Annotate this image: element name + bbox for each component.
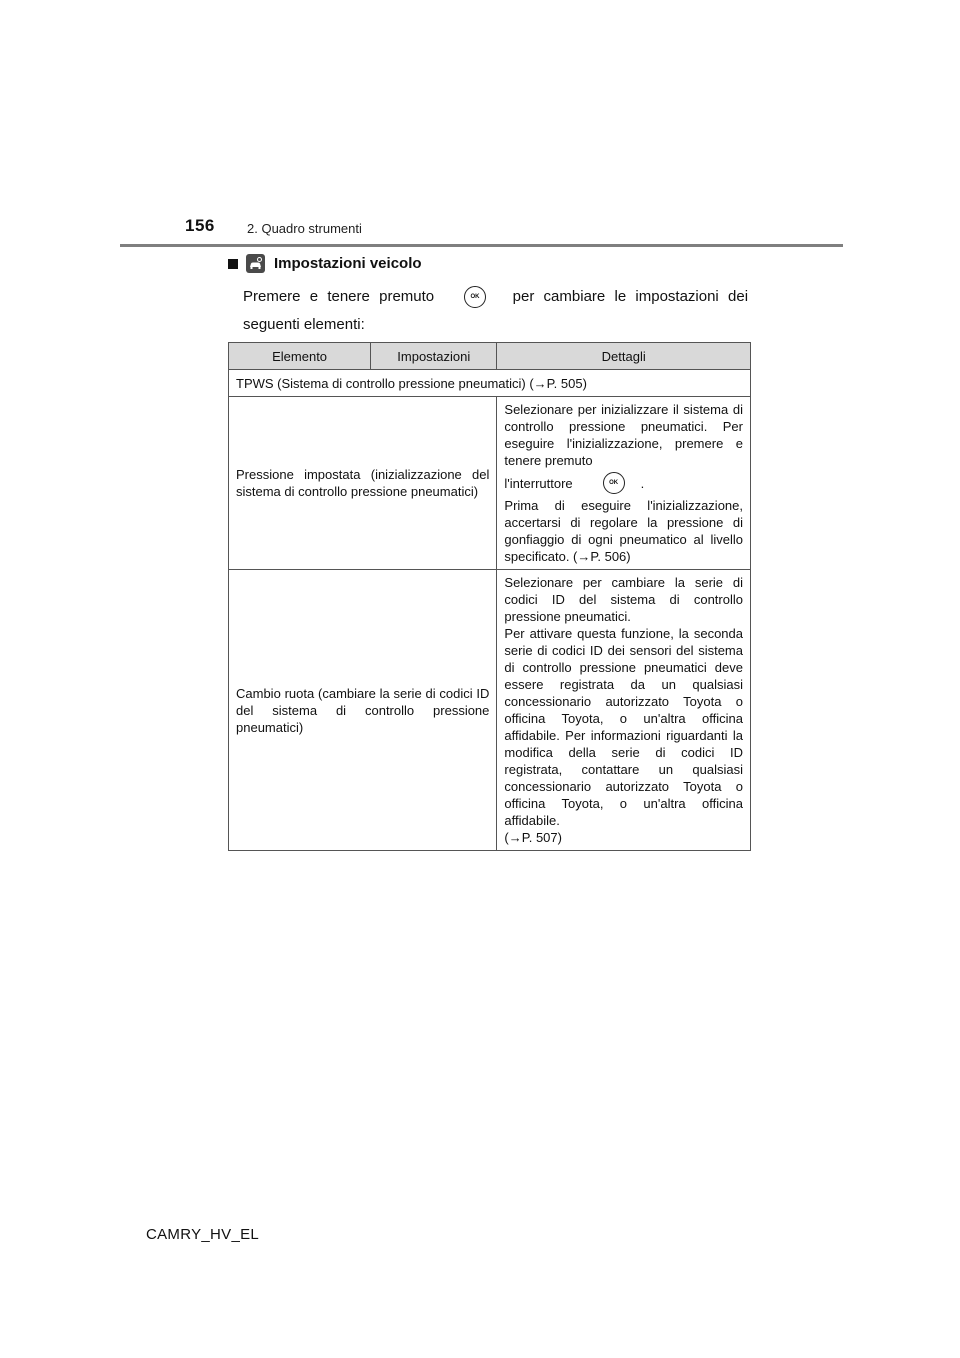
intro-before: Premere e tenere premuto	[243, 288, 435, 305]
section-title: Impostazioni veicolo	[274, 255, 422, 272]
ok-button-icon: OK	[464, 286, 486, 308]
row-2-dettagli	[497, 570, 751, 851]
switch-label: l'interruttore	[504, 475, 573, 491]
table-row	[229, 570, 751, 851]
row-1-elemento: Pressione impostata (inizializzazione del sistema di controllo pressione pneumatici)	[229, 397, 497, 570]
page-number: 156	[185, 216, 215, 235]
settings-table	[228, 342, 751, 851]
ok-button-icon: OK	[603, 472, 625, 494]
header-elemento: Elemento	[229, 343, 371, 370]
row-1-dettagli-part2: Prima di eseguire l'inizializzazione, accertarsi di regolare la pressione di gonfiaggio di ogni pneumatico al livello specificato. (→P. 506)	[504, 498, 743, 564]
section-heading	[228, 254, 422, 273]
tpws-row-label: TPWS (Sistema di controllo pressione pneumatici) (→P. 505)	[229, 370, 751, 397]
switch-line	[504, 472, 743, 494]
intro-after: per cambiare le impostazioni dei	[512, 288, 749, 305]
chapter-title: 2. Quadro strumenti	[247, 221, 362, 236]
switch-after: .	[640, 475, 645, 491]
table-row	[229, 397, 751, 570]
row-1-dettagli-part1: Selezionare per inizializzare il sistema di controllo pressione pneumatici. Per eseguire l'inizializzazione, premere e tenere premuto	[504, 402, 743, 468]
header-divider	[120, 244, 843, 247]
row-2-dettagli-part2: Per attivare questa funzione, la seconda serie di codici ID dei sensori del sistema di controllo pressione pneumatici deve essere registrata da un qualsiasi concessionario autorizzato Toyota o officina Toyota, o un'altra officina affidabile. Per informazioni riguardanti la modifica della serie di codici ID registrata, contattare un qualsiasi concessionario autorizzato Toyota o officina Toyota, o un'altra officina affidabile.	[504, 626, 743, 828]
table-header-row	[229, 343, 751, 370]
square-bullet-icon	[228, 259, 238, 269]
footer-doc-code: CAMRY_HV_EL	[146, 1226, 260, 1243]
row-1-dettagli	[497, 397, 751, 570]
vehicle-settings-icon	[246, 254, 265, 273]
header-dettagli: Dettagli	[497, 343, 751, 370]
header-impostazioni: Impostazioni	[371, 343, 497, 370]
intro-text	[243, 283, 748, 311]
row-2-dettagli-part1: Selezionare per cambiare la serie di codici ID del sistema di controllo pressione pneumatici.	[504, 575, 743, 624]
row-2-elemento: Cambio ruota (cambiare la serie di codici ID del sistema di controllo pressione pneumatici)	[229, 570, 497, 851]
table-row	[229, 370, 751, 397]
row-2-dettagli-part3: (→P. 507)	[504, 830, 562, 845]
intro-line2: seguenti elementi:	[243, 316, 365, 333]
